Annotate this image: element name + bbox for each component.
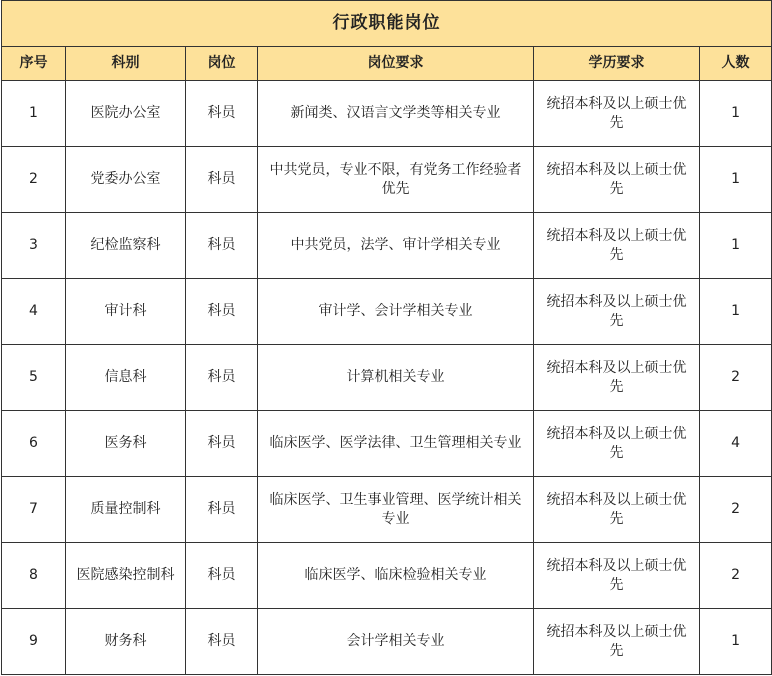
- table-row: [2, 411, 772, 477]
- cell-count: 1: [700, 213, 772, 279]
- cell-count: 1: [700, 147, 772, 213]
- table-title: 行政职能岗位: [2, 1, 772, 47]
- cell-education: 统招本科及以上硕士优先: [534, 543, 700, 609]
- cell-no: 7: [2, 477, 66, 543]
- table-row: [2, 345, 772, 411]
- cell-dept: 信息科: [66, 345, 186, 411]
- cell-no: 1: [2, 81, 66, 147]
- cell-education: 统招本科及以上硕士优先: [534, 477, 700, 543]
- column-header-dept: 科别: [66, 47, 186, 81]
- title-row: [2, 1, 772, 47]
- cell-requirement: 计算机相关专业: [258, 345, 534, 411]
- cell-education: 统招本科及以上硕士优先: [534, 411, 700, 477]
- cell-dept: 纪检监察科: [66, 213, 186, 279]
- cell-requirement: 临床医学、卫生事业管理、医学统计相关专业: [258, 477, 534, 543]
- table-row: [2, 477, 772, 543]
- cell-no: 2: [2, 147, 66, 213]
- cell-requirement: 中共党员，专业不限，有党务工作经验者优先: [258, 147, 534, 213]
- column-header-count: 人数: [700, 47, 772, 81]
- cell-education: 统招本科及以上硕士优先: [534, 213, 700, 279]
- cell-no: 9: [2, 609, 66, 675]
- cell-no: 3: [2, 213, 66, 279]
- cell-no: 8: [2, 543, 66, 609]
- table-row: [2, 279, 772, 345]
- table-row: [2, 213, 772, 279]
- cell-education: 统招本科及以上硕士优先: [534, 81, 700, 147]
- cell-dept: 医务科: [66, 411, 186, 477]
- cell-post: 科员: [186, 543, 258, 609]
- table-row: [2, 147, 772, 213]
- cell-count: 4: [700, 411, 772, 477]
- cell-count: 1: [700, 279, 772, 345]
- cell-no: 6: [2, 411, 66, 477]
- cell-dept: 医院感染控制科: [66, 543, 186, 609]
- column-header-no: 序号: [2, 47, 66, 81]
- table-row: [2, 543, 772, 609]
- cell-post: 科员: [186, 81, 258, 147]
- cell-count: 1: [700, 81, 772, 147]
- cell-dept: 质量控制科: [66, 477, 186, 543]
- cell-requirement: 新闻类、汉语言文学类等相关专业: [258, 81, 534, 147]
- cell-dept: 审计科: [66, 279, 186, 345]
- cell-count: 2: [700, 543, 772, 609]
- job-table: [1, 0, 772, 675]
- cell-requirement: 临床医学、临床检验相关专业: [258, 543, 534, 609]
- cell-requirement: 审计学、会计学相关专业: [258, 279, 534, 345]
- cell-dept: 党委办公室: [66, 147, 186, 213]
- cell-education: 统招本科及以上硕士优先: [534, 147, 700, 213]
- cell-post: 科员: [186, 279, 258, 345]
- table-body: [2, 81, 772, 675]
- cell-count: 2: [700, 345, 772, 411]
- cell-education: 统招本科及以上硕士优先: [534, 609, 700, 675]
- cell-dept: 医院办公室: [66, 81, 186, 147]
- cell-post: 科员: [186, 147, 258, 213]
- cell-count: 2: [700, 477, 772, 543]
- cell-post: 科员: [186, 411, 258, 477]
- cell-post: 科员: [186, 477, 258, 543]
- table-row: [2, 609, 772, 675]
- cell-count: 1: [700, 609, 772, 675]
- cell-requirement: 会计学相关专业: [258, 609, 534, 675]
- column-header-post: 岗位: [186, 47, 258, 81]
- cell-post: 科员: [186, 345, 258, 411]
- cell-no: 4: [2, 279, 66, 345]
- cell-post: 科员: [186, 213, 258, 279]
- column-header-requirement: 岗位要求: [258, 47, 534, 81]
- cell-requirement: 临床医学、医学法律、卫生管理相关专业: [258, 411, 534, 477]
- cell-education: 统招本科及以上硕士优先: [534, 279, 700, 345]
- column-header-education: 学历要求: [534, 47, 700, 81]
- cell-no: 5: [2, 345, 66, 411]
- cell-requirement: 中共党员，法学、审计学相关专业: [258, 213, 534, 279]
- header-row: [2, 47, 772, 81]
- cell-post: 科员: [186, 609, 258, 675]
- cell-dept: 财务科: [66, 609, 186, 675]
- table-row: [2, 81, 772, 147]
- cell-education: 统招本科及以上硕士优先: [534, 345, 700, 411]
